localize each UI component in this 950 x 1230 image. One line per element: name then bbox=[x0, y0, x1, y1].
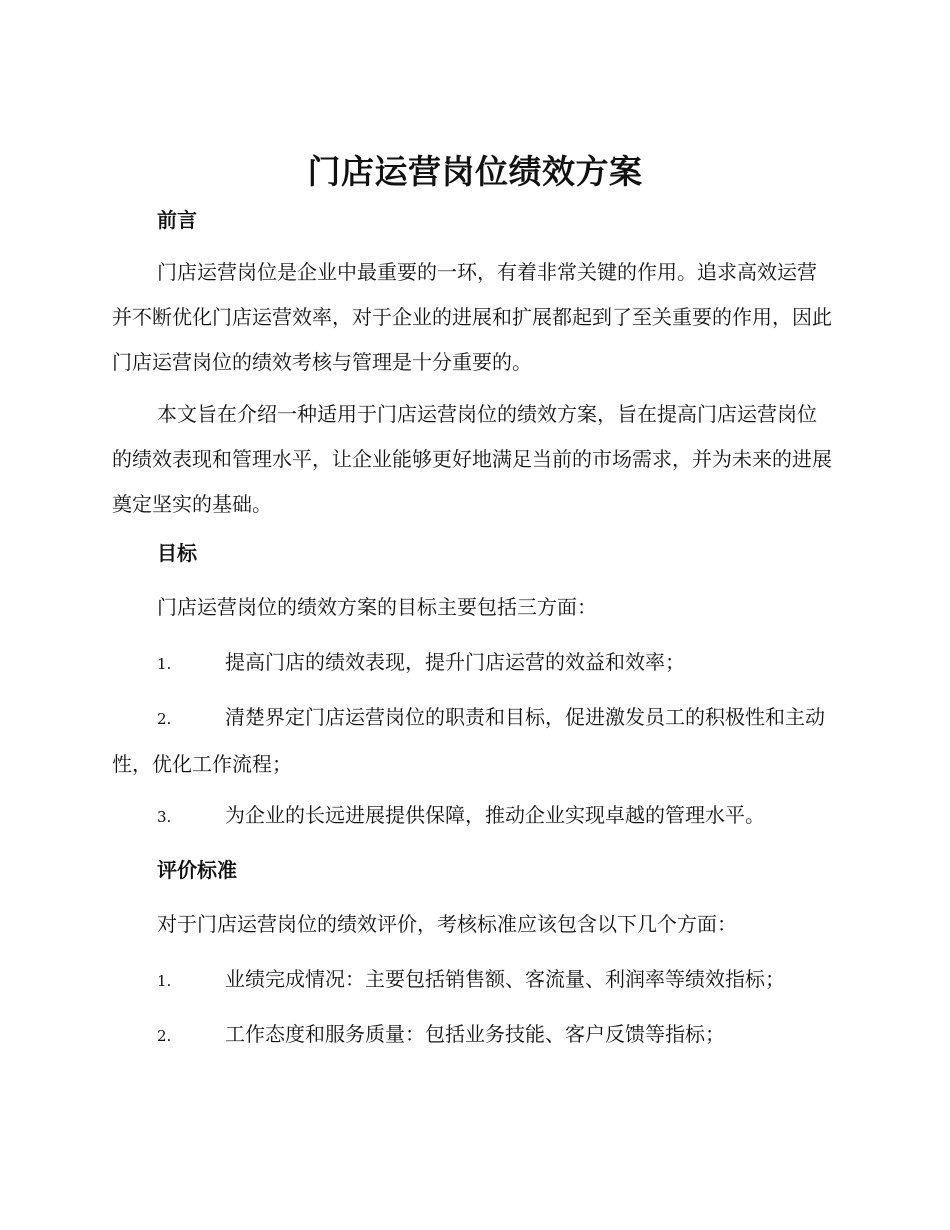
preface-paragraph-1: 门店运营岗位是企业中最重要的一环，有着非常关键的作用。追求高效运营并不断优化门店运营效率，对于企业的进展和扩展都起到了至关重要的作用，因此门店运营岗位的绩效考核与管理是十分重要的。 bbox=[112, 260, 832, 374]
list-item-text: 清楚界定门店运营岗位的职责和目标，促进激发员工的积极性和主动性，优化工作流程； bbox=[112, 705, 825, 776]
section-heading-criteria: 评价标准 bbox=[157, 858, 237, 882]
list-item-text: 工作态度和服务质量：包括业务技能、客户反馈等指标； bbox=[225, 1022, 725, 1046]
list-item bbox=[112, 695, 834, 787]
list-item-number: 1. bbox=[157, 972, 172, 990]
goals-intro: 门店运营岗位的绩效方案的目标主要包括三方面： bbox=[157, 595, 597, 619]
list-item-number: 2. bbox=[157, 1027, 172, 1045]
list-item bbox=[112, 793, 834, 840]
list-item-text: 为企业的长远进展提供保障，推动企业实现卓越的管理水平。 bbox=[225, 803, 765, 827]
list-item-text: 提高门店的绩效表现，提升门店运营的效益和效率； bbox=[225, 650, 685, 674]
document-title: 门店运营岗位绩效方案 bbox=[307, 152, 643, 191]
criteria-intro: 对于门店运营岗位的绩效评价，考核标准应该包含以下几个方面： bbox=[157, 912, 737, 936]
preface-paragraph-2: 本文旨在介绍一种适用于门店运营岗位的绩效方案，旨在提高门店运营岗位的绩效表现和管理水平，让企业能够更好地满足当前的市场需求，并为未来的进展奠定坚实的基础。 bbox=[112, 402, 832, 516]
list-item bbox=[112, 1012, 834, 1059]
list-item-number: 2. bbox=[157, 710, 172, 728]
section-heading-goals: 目标 bbox=[157, 541, 197, 565]
list-item bbox=[112, 957, 834, 1004]
list-item-text: 业绩完成情况：主要包括销售额、客流量、利润率等绩效指标； bbox=[225, 967, 785, 991]
list-item bbox=[112, 640, 834, 687]
list-item-number: 1. bbox=[157, 655, 172, 673]
section-heading-preface: 前言 bbox=[157, 208, 197, 232]
list-item-number: 3. bbox=[157, 808, 172, 826]
